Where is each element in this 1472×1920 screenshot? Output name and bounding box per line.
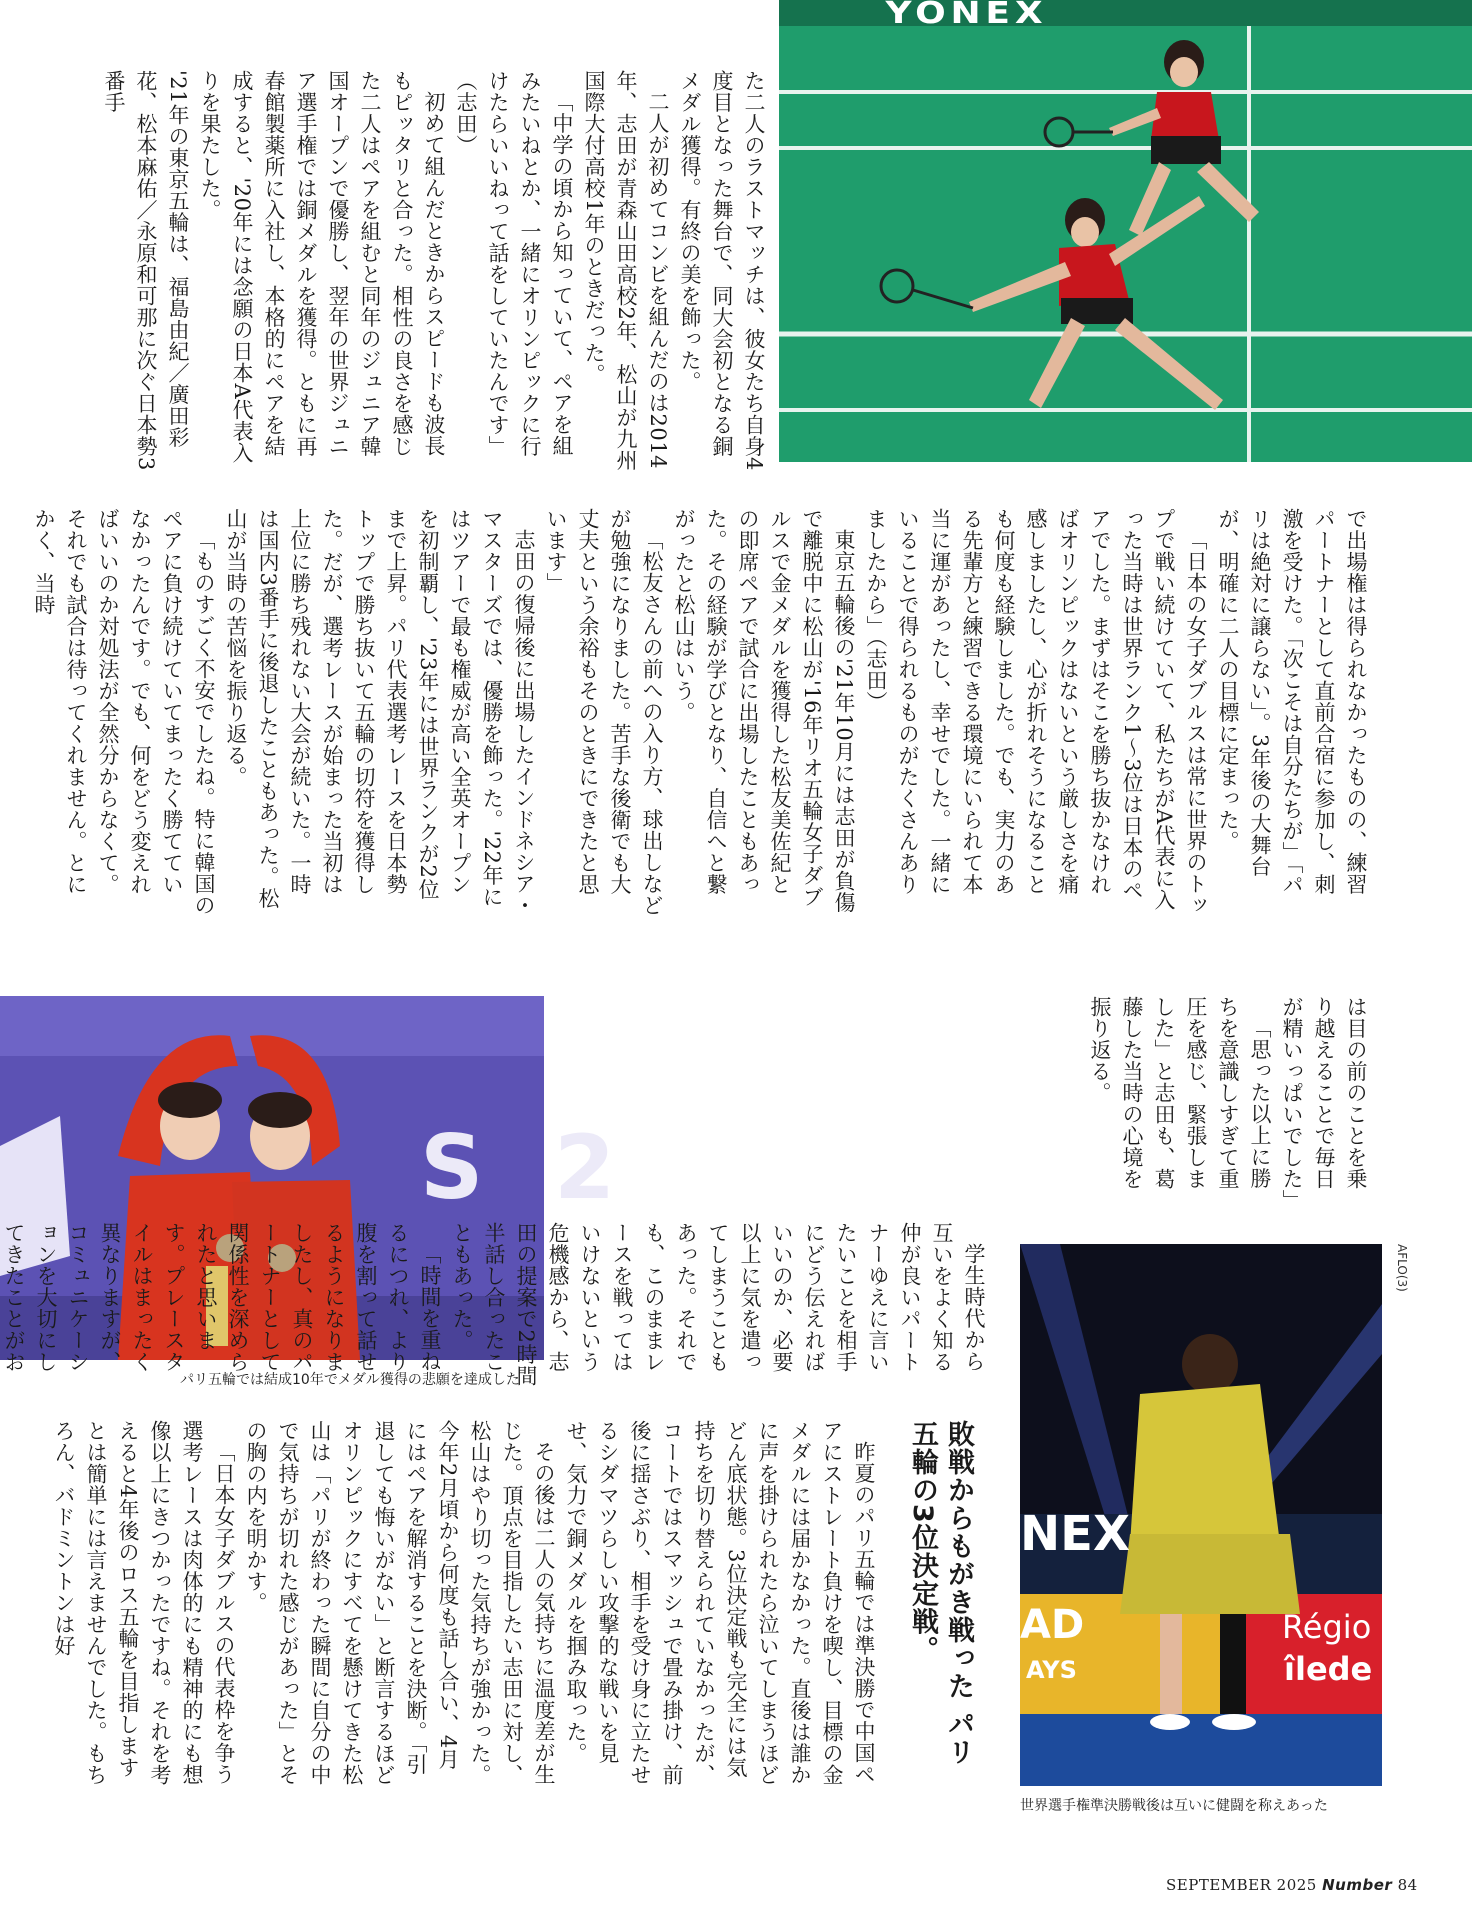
paragraph: た二人のラストマッチは、彼女たち自身4度目となった舞台で、同大会初となる銅メダル獲得。有終の美を飾った。 [678, 70, 766, 471]
paragraph: 「中学の頃から知っていて、ペアを組みたいねとか、一緒にオリンピックに行けたらいいねって話をしていたんです」（志田） [454, 70, 574, 457]
paragraph: 「ものすごく不安でしたね。特に韓国のペアに負け続けていてまったく勝てていなかったんです。でも、何をどう変えればいいのか対処法が全然分からなくて。それでも試合は待ってくれません。とにかく、当時 [32, 508, 216, 916]
paragraph: 志田の復帰後に出場したインドネシア・マスターズでは、優勝を飾った。'22年にはツアーで最も権威が高い全英オープンを初制覇し、'23年には世界ランクが2位まで上昇。パリ代表選考レースを日本勢トップで勝ち抜いて五輪の切符を獲得した。だが、選考レースが始まった当初は上位に勝ち残れない大会が続いた。一時は国内3番手に後退したこともあった。松山が当時の苦悩を振り返る。 [224, 508, 536, 916]
paragraph: で出場権は得られなかったものの、練習パートナーとして直前合宿に参加し、刺激を受けた。「次こそは自分たちが」「パリは絶対に譲らない」。3年後の大舞台が、明確に二人の目標に定まった。 [1216, 508, 1368, 896]
court-illustration [779, 0, 1472, 462]
page-footer [1166, 1876, 1418, 1894]
paragraph: その後は二人の気持ちに温度差が生じた。頂点を目指したい志田に対し、松山はやり切った気持ちが強かった。今年2月頃から何度も話し合い、4月にはペアを解消することを決断。「引退しても悔いがない」と断言するほどオリンピックにすべてを懸けてきた松山は「パリが終わった瞬間に自分の中で気持ちが切れた感じがあった」とその胸の内を明かす。 [244, 1420, 556, 1786]
ad-text-left: NEX [1020, 1506, 1130, 1562]
section-heading: 敗戦からもがき戦った パリ五輪の3位決定戦。 [907, 1420, 974, 1767]
ad-text-right: Régio [1282, 1608, 1372, 1646]
paragraph: '21年の東京五輪は、福島由紀／廣田彩花、松本麻佑／永原和可那に次ぐ日本勢3番手 [102, 70, 190, 471]
article-block-bottom [52, 1420, 880, 1790]
article-block-top [100, 70, 770, 474]
right-photo-caption: 世界選手権準決勝戦後は互いに健闘を称えあった [1020, 1798, 1328, 1814]
paragraph: 学生時代から互いをよく知る仲が良いパートナーゆえに言いたいことを相手にどう伝えればいいのか、必要以上に気を遣ってしまうこともあった。それでも、このままレースを戦ってはいけないという危機感から、志田の提案で2時間半話し合ったこともあった。 [450, 1222, 986, 1387]
paragraph: 「思った以上に勝ちを意識しすぎて重圧を感じ、緊張しました」と志田も、葛藤した当時の心境を振り返る。 [1088, 996, 1272, 1190]
article-block-lower-upper [600, 996, 1372, 1210]
paragraph: 「日本女子ダブルスの代表枠を争う選考レースは肉体的にも精神的にも想像以上にきつかったですね。それを考えると4年後のロス五輪を目指しますとは簡単には言えませんでした。もちろん、バドミントンは好 [52, 1420, 236, 1786]
court-banner-text: YONEX [885, 0, 1048, 31]
doubles-court-photo [779, 0, 1472, 462]
ad-text-right2: îlede [1284, 1650, 1373, 1688]
footer-page-number: 84 [1397, 1876, 1418, 1894]
paragraph: 初めて組んだときからスピードも波長もピッタリと合った。相性の良さを感じた二人はペアを組むと同年のジュニア韓国オープンで優勝し、翌年の世界ジュニア選手権では銅メダルを獲得。ともに再春館製薬所に入社し、本格的にペアを結成すると、'20年には念願の日本A代表入りを果たした。 [198, 70, 446, 464]
paragraph: 「松友さんの前への入り方、球出しなどが勉強になりました。苦手な後衛でも大丈夫という余裕もそのときにできたと思います」 [544, 508, 664, 916]
paragraph: 二人が初めてコンビを組んだのは2014年、志田が青森山田高校2年、松山が九州国際大付高校1年のときだった。 [582, 70, 670, 471]
paragraph: は目の前のことを乗り越えることで毎日が精いっぱいでした」 [1280, 996, 1368, 1211]
world-championships-photo [1020, 1244, 1382, 1786]
paragraph: 昨夏のパリ五輪では準決勝で中国ペアにストレート負けを喫し、目標の金メダルには届かなかった。直後は誰かに声を掛けられたら泣いてしまうほどどん底状態。3位決定戦も完全には気持ちを切り替えられていなかったが、コートではスマッシュで畳み掛け、前後に揺さぶり、相手を受け身に立たせるシダマツらしい攻撃的な戦いを見せ、気力で銅メダルを掴み取った。 [564, 1420, 876, 1786]
article-block-middle [32, 508, 1372, 916]
paragraph: 「時間を重ねるにつれ、より腹を割って話せるようになりましたし、真のパートナーとして関係性を深められたと思います。プレースタイルはまったく異なりますが、コミュニケーションを大切にしてきたことがお [2, 1222, 442, 1373]
paragraph: 「日本の女子ダブルスは常に世界のトップで戦い続けていて、私たちがA代表に入った当時は世界ランク1～3位は日本のペアでした。まずはそこを勝ち抜かなければオリンピックはないという厳しさを痛感しましたし、心が折れそうになることも何度も経験しました。でも、実力のある先輩方と練習できる環境にいられて本当に運があったし、幸せでした。一緒にいることで得られるものがたくさんありましたから」（志田） [864, 508, 1208, 916]
photo-credit: AFLO(3) [1395, 1244, 1409, 1292]
ad-text-mid: AD [1020, 1602, 1085, 1648]
paragraph: 東京五輪後の'21年10月には志田が負傷で離脱中に松山が'16年リオ五輪女子ダブルスで金メダルを獲得した松友美佐紀との即席ペアで試合に出場したこともあった。その経験が学びとなり、自信へと繋がったと松山はいう。 [672, 508, 856, 914]
footer-magazine: Number [1322, 1876, 1393, 1894]
paris-sign-text: S 2 [420, 1116, 636, 1219]
footer-month-year: SEPTEMBER 2025 [1166, 1876, 1317, 1894]
ad-text-mid2: AYS [1026, 1656, 1077, 1684]
left-photo-caption: パリ五輪では結成10年でメダル獲得の悲願を達成した [180, 1372, 520, 1388]
